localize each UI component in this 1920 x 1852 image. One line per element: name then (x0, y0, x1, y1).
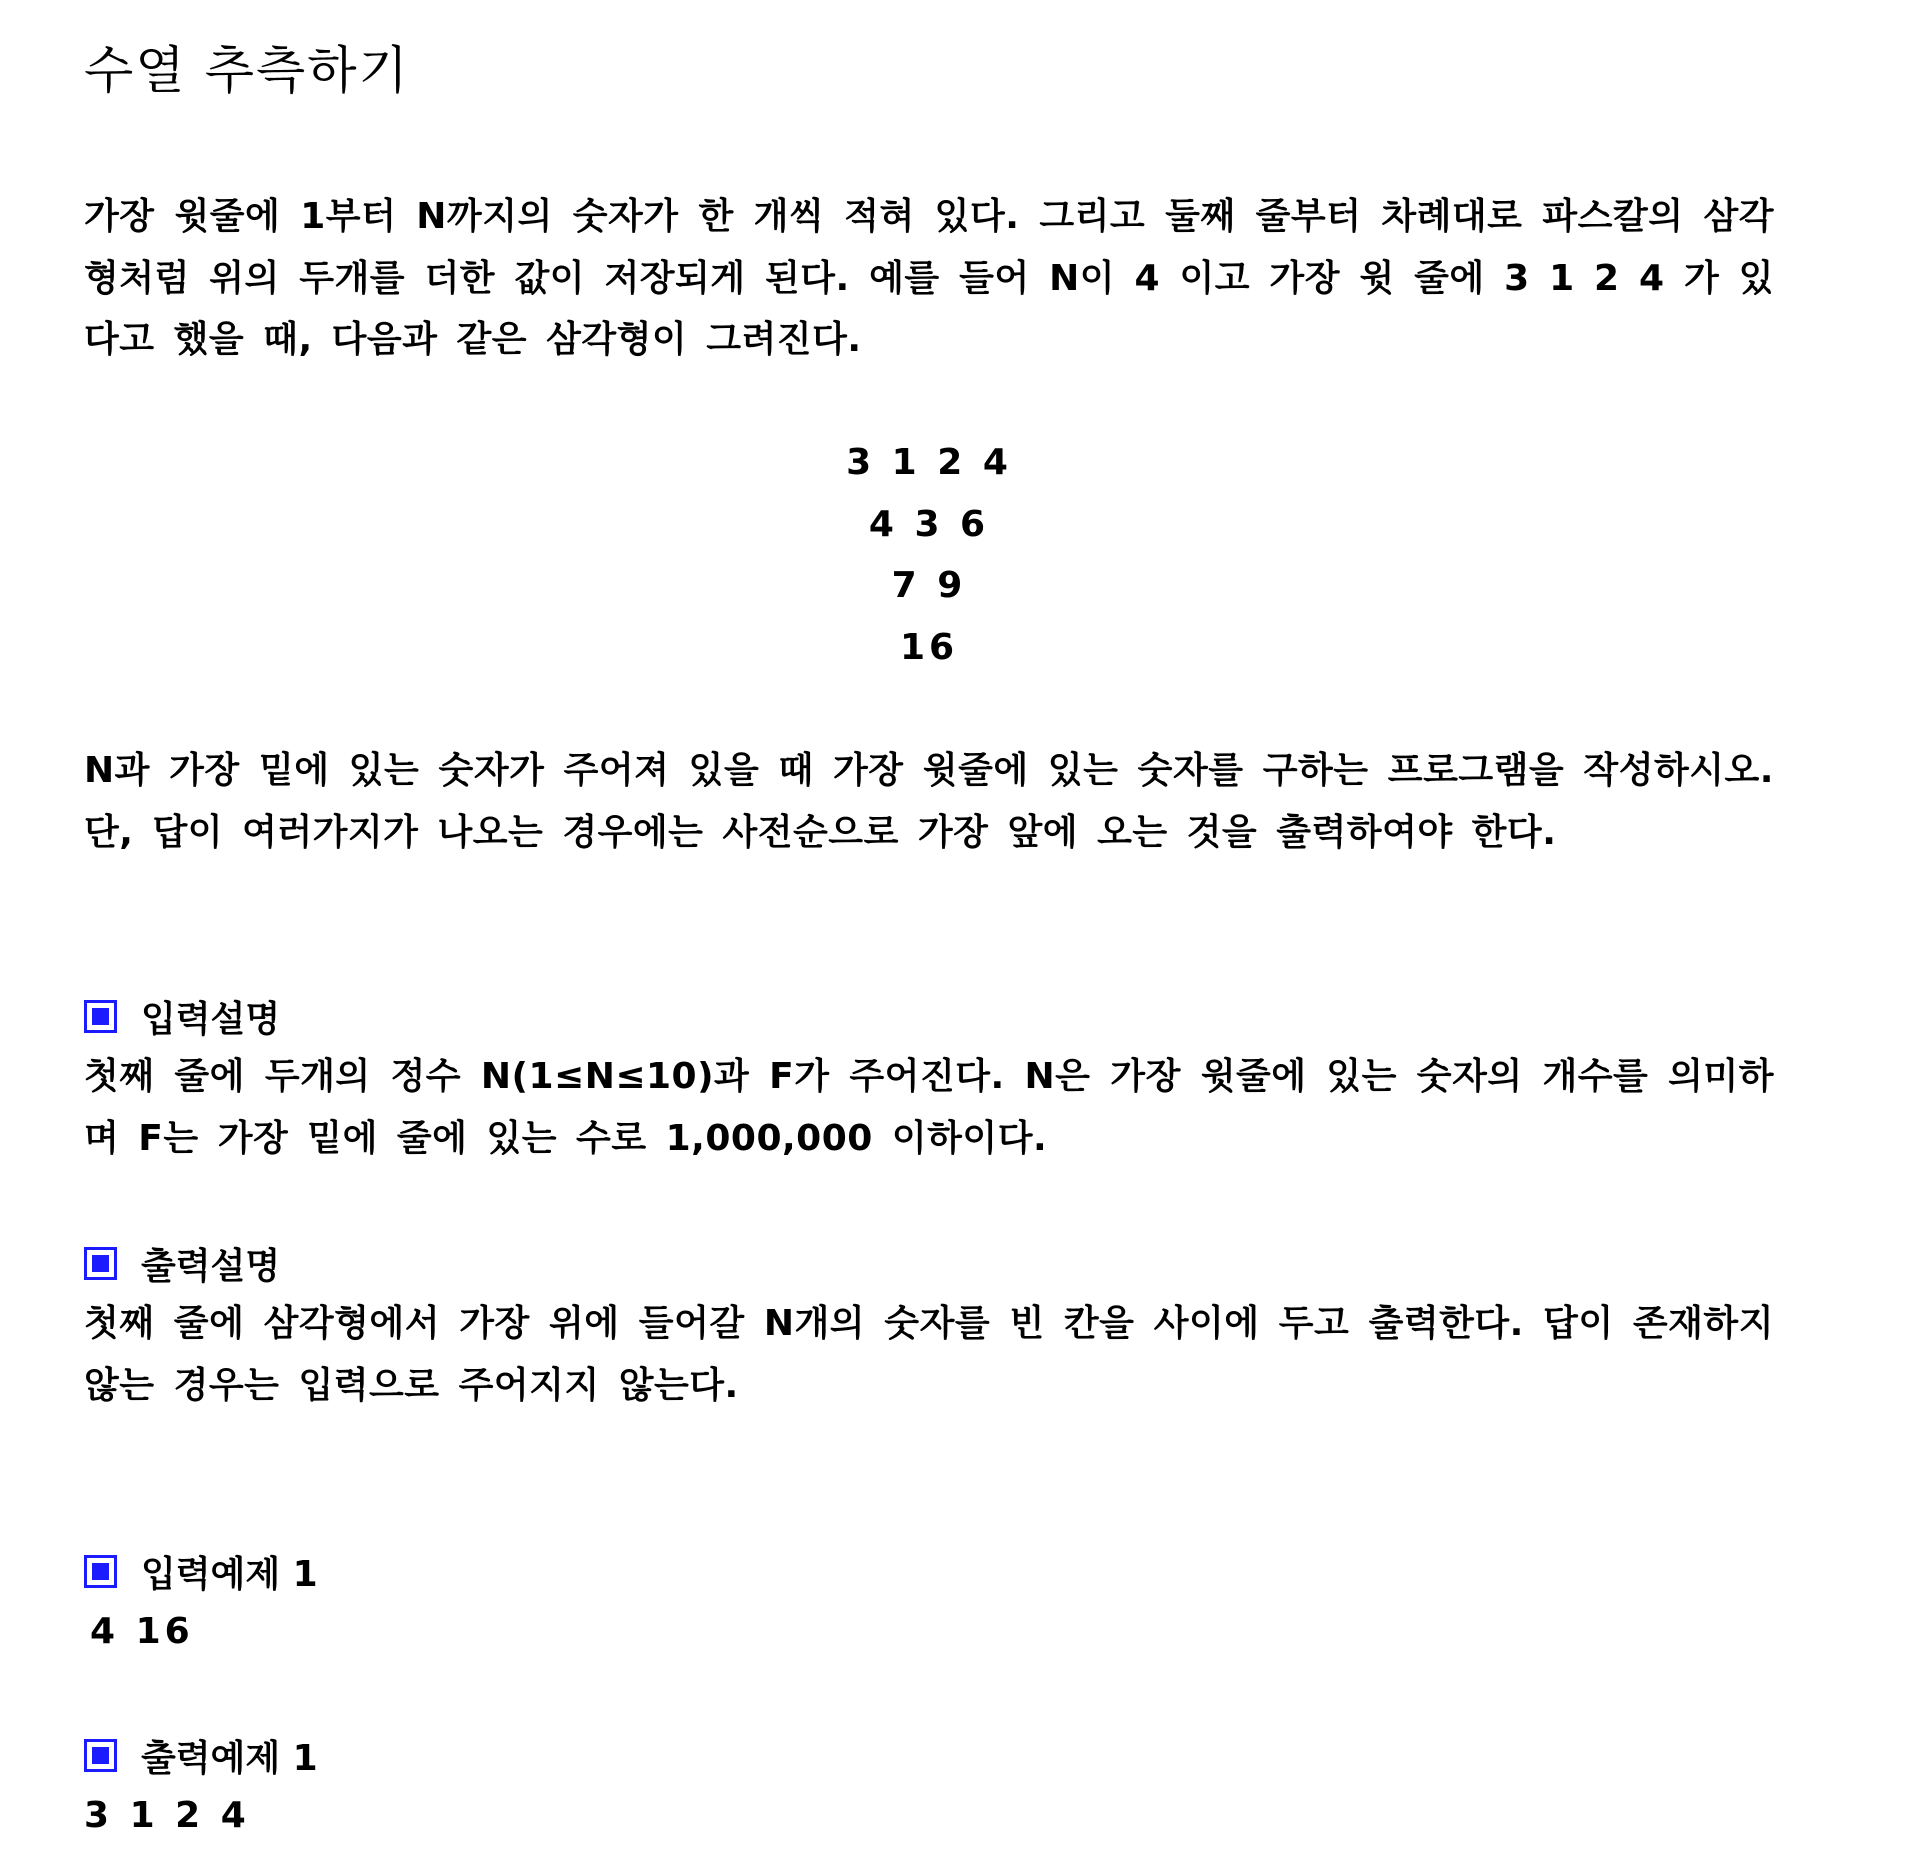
output-section-body: 첫째 줄에 삼각형에서 가장 위에 들어갈 N개의 숫자를 빈 칸을 사이에 두고 출력한다. 답이 존재하지 않는 경우는 입력으로 주어지지 않는다. (84, 1303, 1774, 1406)
example-input-heading-label: 입력예제 1 (141, 1553, 318, 1595)
input-section-heading-label: 입력설명 (141, 998, 281, 1040)
example-output-heading (84, 1730, 318, 1780)
description-paragraph-2: N과 가장 밑에 있는 숫자가 주어져 있을 때 가장 윗줄에 있는 숫자를 구하는 프로그램을 작성하시오. 단, 답이 여러가지가 나오는 경우에는 사전순으로 가장 앞에 오는 것을 출력하여야 한다. (84, 750, 1774, 853)
example-input-value: 4 16 (90, 1611, 194, 1652)
square-bullet-icon (84, 1555, 117, 1588)
input-section-heading (84, 991, 280, 1041)
triangle-row: 3 1 2 4 (846, 442, 1012, 483)
square-bullet-icon (84, 1739, 117, 1772)
page-title: 수열 추측하기 (84, 42, 410, 101)
example-output-heading-label: 출력예제 1 (141, 1737, 318, 1779)
input-section-body: 첫째 줄에 두개의 정수 N(1≤N≤10)과 F가 주어진다. N은 가장 윗줄에 있는 숫자의 개수를 의미하며 F는 가장 밑에 줄에 있는 수로 1,000,000 이하이다. (84, 1056, 1774, 1159)
pascal-triangle-example (84, 432, 1774, 678)
output-section-heading (84, 1238, 280, 1288)
example-output-value: 3 1 2 4 (84, 1795, 250, 1836)
triangle-row: 16 (899, 626, 959, 668)
description-paragraph-1: 가장 윗줄에 1부터 N까지의 숫자가 한 개씩 적혀 있다. 그리고 둘째 줄부터 차례대로 파스칼의 삼각형처럼 위의 두개를 더한 값이 저장되게 된다. 예를 들어 N이 4 이고 가장 윗 줄에 3 1 2 4 가 있다고 했을 때, 다음과 같은 삼각형이 그려진다. (84, 196, 1774, 360)
square-bullet-icon (84, 1000, 117, 1033)
square-bullet-icon (84, 1247, 117, 1280)
example-input-heading (84, 1546, 318, 1596)
triangle-row: 4 3 6 (868, 503, 990, 545)
output-section-heading-label: 출력설명 (141, 1245, 281, 1287)
triangle-row: 7 9 (891, 565, 967, 606)
